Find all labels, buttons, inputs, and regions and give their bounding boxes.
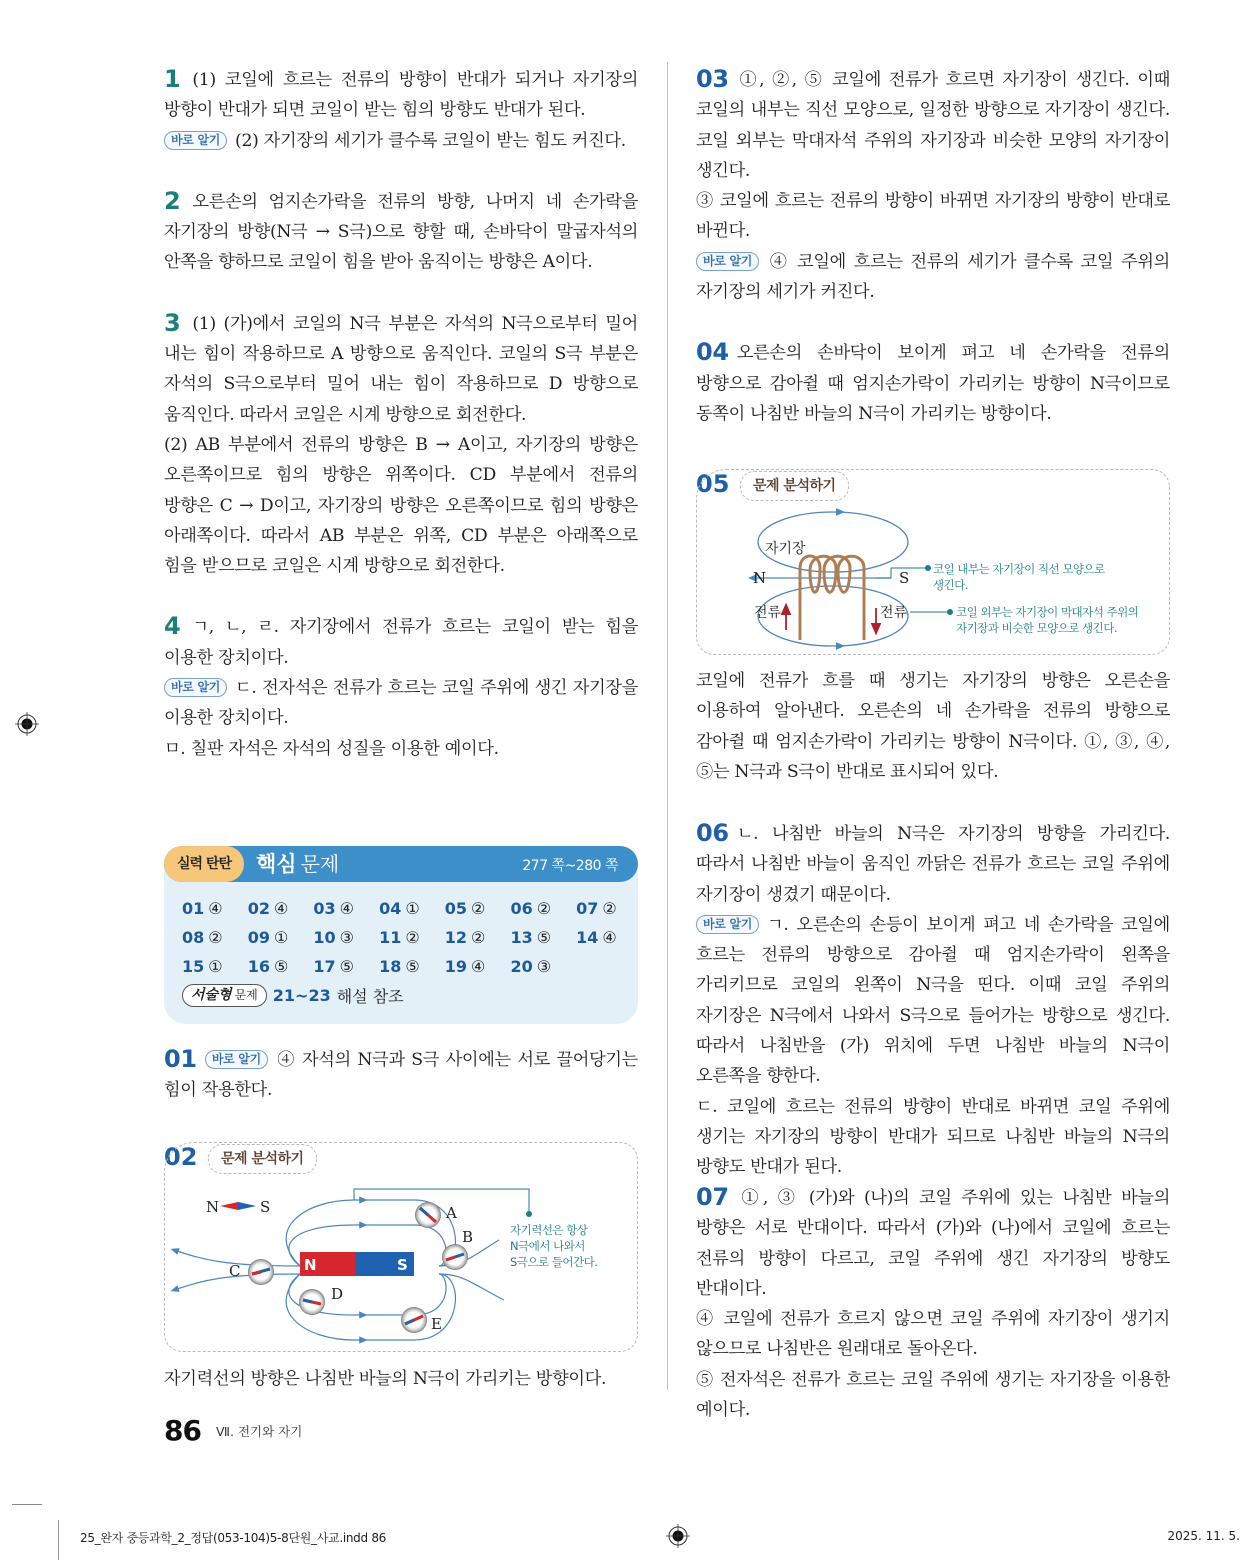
svg-text:S: S [260, 1198, 271, 1216]
core-problems-box [164, 846, 638, 1024]
answer-4 [164, 611, 638, 763]
quick-check-tag: 바로 알기 [205, 1050, 268, 1069]
answer-number: 05 [444, 899, 468, 918]
answer-key-item [313, 896, 379, 921]
answer-choice: ⑤ [536, 928, 552, 947]
answer-number: 12 [444, 928, 468, 947]
analysis-tab: 문제 분석하기 [740, 471, 849, 501]
answer-number: 14 [576, 928, 599, 947]
answer-choice: ② [602, 899, 617, 918]
answer-key-item [248, 896, 314, 921]
answer-text: ㄱ, ㄴ, ㄹ. 자기장에서 전류가 흐르는 코일이 받는 힘을 이용한 장치이다. [164, 617, 638, 668]
question-number: 4 [164, 612, 181, 641]
answer-key-item [510, 925, 576, 950]
point-label-c: C [229, 1262, 241, 1280]
answer-key-item [379, 925, 445, 950]
svg-text:N: N [304, 1256, 317, 1274]
quick-check-tag: 바로 알기 [696, 252, 759, 271]
registration-mark-icon [666, 1524, 690, 1548]
answer-key-item [576, 896, 642, 921]
answer-text: ①, ②, ⑤ 코일에 전류가 흐르면 자기장이 생긴다. 이때 코일의 내부는 직선 모양으로, 일정한 방향으로 자기장이 생긴다. 코일 외부는 막대자석 주위의 자기장과 비슷한 모양의 자기장이 생긴다. [696, 70, 1170, 181]
answer-number: 15 [182, 957, 205, 976]
answer-key-item [248, 925, 314, 950]
answer-key-item [182, 925, 248, 950]
quick-check-tag: 바로 알기 [164, 131, 227, 150]
answer-choice: ③ [339, 928, 354, 947]
crop-mark [58, 1520, 59, 1560]
note-line: S극으로 들어간다. [510, 1255, 598, 1269]
answer-text: ㅁ. 칠판 자석은 자석의 성질을 이용한 예이다. [164, 738, 499, 759]
answer-text: ㄴ. 나침반 바늘의 N극은 자기장의 방향을 가리킨다. 따라서 나침반 바늘이 움직인 까닭은 전류가 흐르는 코일 주위에 자기장이 생겼기 때문이다. [696, 824, 1170, 905]
answer-text: ㄷ. 전자석은 전류가 흐르는 코일 주위에 생긴 자기장을 이용한 장치이다. [164, 678, 638, 729]
essay-label-bold: 서술형 [191, 987, 232, 1003]
answer-choice: ③ [536, 957, 552, 976]
svg-text:N: N [206, 1198, 220, 1216]
level-badge: 실력 탄탄 [164, 846, 244, 882]
answer-number: 19 [444, 957, 468, 976]
answer-04 [696, 337, 1170, 429]
question-number: 04 [696, 338, 729, 367]
answer-key-item [182, 954, 248, 979]
answer-number: 18 [379, 957, 402, 976]
answer-text: 오른손의 엄지손가락을 전류의 방향, 나머지 네 손가락을 자기장의 방향(N극 → S극)으로 향할 때, 손바닥이 말굽자석의 안쪽을 향하므로 코일이 힘을 받아 움직이는 방향은 A이다. [164, 191, 638, 273]
answer-number: 08 [182, 928, 205, 947]
question-number: 03 [696, 65, 729, 93]
answer-number: 02 [247, 899, 270, 918]
answer-choice: ④ [471, 957, 486, 976]
answer-06 [696, 818, 1170, 1183]
essay-range: 21~23 [272, 986, 331, 1005]
answer-key-item [182, 896, 248, 921]
page-number: 86 [164, 1414, 201, 1447]
answer-choice: ④ [273, 899, 289, 918]
quick-check-tag: 바로 알기 [164, 678, 227, 697]
svg-text:S: S [397, 1256, 408, 1274]
question-number: 02 [164, 1143, 198, 1171]
answer-choice: ④ [602, 928, 617, 947]
page-range: 277 쪽~280 쪽 [522, 858, 618, 874]
note-line: 코일 외부는 자기장이 막대자석 주위의 [956, 605, 1139, 619]
title-bold: 핵심 [256, 852, 297, 876]
pole-label-n: N [753, 569, 767, 587]
answer-07 [696, 1182, 1170, 1425]
answer-number: 09 [247, 928, 270, 947]
answer-text: (2) AB 부분에서 전류의 방향은 B → A이고, 자기장의 방향은 오른쪽이므로 힘의 방향은 위쪽이다. CD 부분에서 전류의 방향은 C → D이고, 자기장의 방향은 오른쪽이므로 힘의 방향은 아래쪽이다. 따라서 AB 부분은 위쪽, CD 부분은 아래쪽으로 힘을 받으므로 코일은 시계 방향으로 회전한다. [164, 434, 638, 577]
registration-mark-icon [15, 712, 39, 736]
answer-number: 06 [510, 899, 533, 918]
answer-choice: ② [405, 928, 420, 947]
print-date: 2025. 11. 5. [1167, 1529, 1240, 1543]
answer-key-item [248, 954, 314, 979]
question-number: 3 [164, 308, 181, 337]
answer-text: ㄷ. 코일에 흐르는 전류의 방향이 반대로 바뀌면 코일 주위에 생기는 자기장의 방향이 반대가 되므로 나침반 바늘의 N극의 방향도 반대가 된다. [696, 1096, 1170, 1178]
note-line: 자기력선은 항상 [510, 1223, 588, 1237]
answer-key-item [379, 954, 445, 979]
answer-number: 20 [510, 957, 533, 976]
question-number: 07 [696, 1183, 729, 1211]
core-problems-header [164, 846, 638, 882]
essay-label-text: 문제 [234, 988, 258, 1002]
answer-choice: ① [208, 957, 223, 976]
answer-number: 11 [379, 928, 402, 947]
answer-text: ①, ③ (가)와 (나)의 코일 주위에 있는 나침반 바늘의 방향은 서로 반대이다. 따라서 (가)와 (나)에서 코일에 흐르는 전류의 방향이 다르고, 코일 주위에 생긴 자기장의 방향도 반대이다. [696, 1188, 1170, 1299]
note-line: 생긴다. [933, 578, 968, 592]
answer-choice: ① [405, 899, 420, 918]
question-number: 2 [164, 186, 181, 215]
answer-key-item [313, 925, 379, 950]
answer-number: 04 [379, 899, 402, 918]
answer-choice: ② [208, 928, 223, 947]
answer-choice: ④ [339, 899, 354, 918]
question-number: 05 [696, 470, 730, 498]
answer-number: 16 [247, 957, 270, 976]
note-line: 코일 내부는 자기장이 직선 모양으로 [933, 562, 1105, 576]
answer-choice: ② [471, 899, 486, 918]
answer-choice: ② [536, 899, 552, 918]
answer-text: ④ 코일에 흐르는 전류의 세기가 클수록 코일 주위의 자기장의 세기가 커진다. [696, 251, 1170, 303]
answer-key-item [445, 925, 511, 950]
point-label-d: D [331, 1285, 344, 1303]
answer-number: 07 [576, 899, 599, 918]
essay-problems-row [182, 984, 404, 1007]
crop-mark [12, 1504, 42, 1505]
essay-note: 해설 참조 [336, 987, 404, 1006]
answer-text: (1) 코일에 흐르는 전류의 방향이 반대가 되거나 자기장의 방향이 반대가 되면 코일이 받는 힘의 방향도 반대가 된다. [164, 70, 638, 121]
answer-05-text: 코일에 전류가 흐를 때 생기는 자기장의 방향은 오른손을 이용하여 알아낸다. 오른손의 네 손가락을 전류의 방향으로 감아쥘 때 엄지손가락이 가리키는 방향이 N극이다. ①, ③, ④, ⑤는 N극과 S극이 반대로 표시되어 있다. [696, 671, 1170, 782]
answer-number: 13 [510, 928, 533, 947]
core-problems-title [256, 850, 339, 878]
right-column [696, 64, 1170, 429]
magnetic-field-label: 자기장 [765, 541, 806, 557]
answer-text: (2) 자기장의 세기가 클수록 코일이 받는 힘도 커진다. [235, 130, 626, 151]
answer-03 [696, 64, 1170, 307]
answer-1 [164, 64, 638, 156]
answer-text: ⑤ 전자석은 전류가 흐르는 코일 주위에 생기는 자기장을 이용한 예이다. [696, 1369, 1170, 1421]
answer-text: 오른손의 손바닥이 보이게 펴고 네 손가락을 전류의 방향으로 감아쥘 때 엄지손가락이 가리키는 방향이 N극이므로 동쪽이 나침반 바늘의 N극이 가리키는 방향이다. [696, 343, 1170, 424]
answer-key-item [445, 954, 511, 979]
question-number: 06 [696, 819, 729, 847]
note-line: 자기장과 비슷한 모양으로 생긴다. [956, 621, 1118, 635]
answer-text: ㄱ. 오른손의 손등이 보이게 펴고 네 손가락을 코일에 흐르는 전류의 방향으로 감아쥘 때 엄지손가락이 왼쪽을 가리키므로 코일의 왼쪽이 N극을 띤다. 이때 코일 주위의 자기장은 N극에서 나와서 S극으로 들어가는 방향으로 생긴다. 따라서 나침반을 (가) 위치에 두면 나침반 바늘의 N극이 오른쪽을 향한다. [696, 914, 1170, 1087]
title-rest: 문제 [300, 852, 340, 876]
question-number: 1 [164, 65, 181, 93]
answer-number: 03 [313, 899, 336, 918]
point-label-a: A [446, 1204, 457, 1222]
answer-01 [164, 1044, 638, 1106]
point-label-e: E [431, 1315, 442, 1333]
answer-choice: ⑤ [405, 957, 420, 976]
answer-key-item [510, 954, 576, 979]
answer-3 [164, 308, 638, 582]
answer-02-caption: 자기력선의 방향은 나침반 바늘의 N극이 가리키는 방향이다. [164, 1369, 607, 1389]
answer-key-item [313, 954, 379, 979]
answer-number: 10 [313, 928, 336, 947]
answer-text: (1) (가)에서 코일의 N극 부분은 자석의 N극으로부터 밀어 내는 힘이 작용하므로 A 방향으로 움직인다. 코일의 S극 부분은 자석의 S극으로부터 밀어 내는 힘이 작용하므로 D 방향으로 움직인다. 따라서 코일은 시계 방향으로 회전한다. [164, 313, 638, 425]
file-slug: 25_완자 중등과학_2_정답(053-104)5-8단원_사교.indd 86 [80, 1531, 386, 1545]
analysis-tab: 문제 분석하기 [208, 1144, 317, 1174]
answer-text: ④ 코일에 전류가 흐르지 않으면 코일 주위에 자기장이 생기지 않으므로 나침반은 원래대로 돌아온다. [696, 1309, 1170, 1360]
column-divider [667, 62, 668, 1390]
coil-outside-note [956, 604, 1138, 636]
answer-choice: ⑤ [339, 957, 354, 976]
current-label-right: 전류 [880, 605, 908, 621]
coil-inside-note [933, 561, 1105, 593]
pole-label-s: S [899, 569, 910, 587]
left-column [164, 64, 638, 764]
answer-number: 01 [182, 899, 205, 918]
essay-label [182, 984, 267, 1007]
current-label-left: 전류 [754, 605, 782, 621]
answer-choice: ① [273, 928, 289, 947]
note-line: N극에서 나와서 [510, 1239, 585, 1253]
point-label-b: B [462, 1228, 474, 1246]
answer-choice: ⑤ [273, 957, 289, 976]
answer-key-grid [182, 896, 632, 979]
answer-key-item [510, 896, 576, 921]
answer-text: ③ 코일에 흐르는 전류의 방향이 바뀌면 자기장의 방향이 반대로 바뀐다. [696, 191, 1170, 242]
answer-key-item [445, 896, 511, 921]
answer-2 [164, 186, 638, 278]
chapter-title: Ⅶ. 전기와 자기 [216, 1424, 303, 1439]
answer-choice: ② [471, 928, 486, 947]
answer-choice: ④ [208, 899, 223, 918]
answer-key-item [576, 925, 642, 950]
quick-check-tag: 바로 알기 [696, 915, 759, 934]
answer-key-item [379, 896, 445, 921]
answer-text: ④ 자석의 N극과 S극 사이에는 서로 끌어당기는 힘이 작용한다. [164, 1050, 638, 1101]
answer-number: 17 [313, 957, 336, 976]
field-line-note [510, 1222, 597, 1270]
question-number: 01 [164, 1045, 197, 1073]
